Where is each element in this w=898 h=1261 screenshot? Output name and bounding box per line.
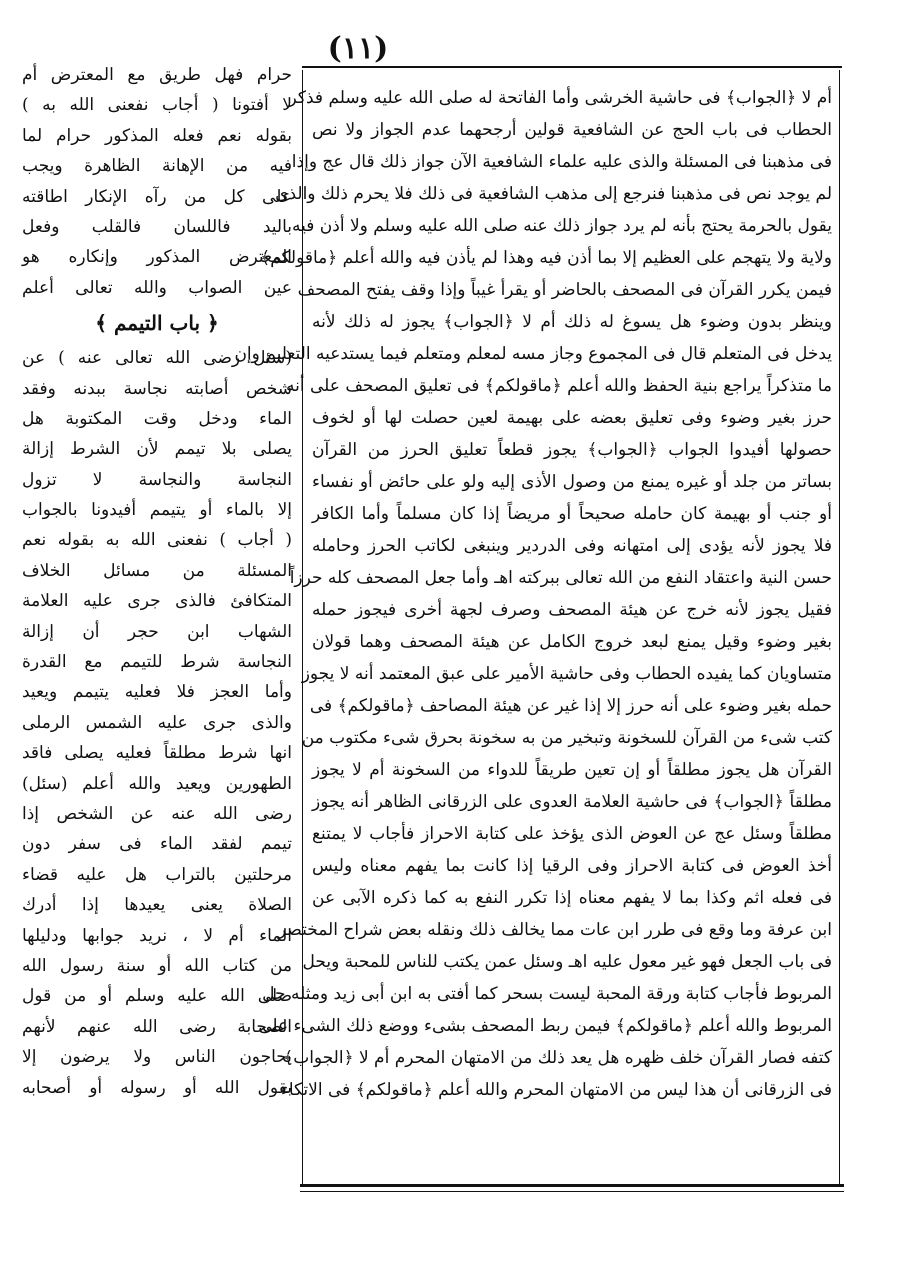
main-text-line: أخذ العوض فى كتابة الاحراز وفى الرقيا إذا كانت بما يفهم معناه وليس [312,856,832,876]
main-text-line: مطلقاً وسئل عج عن العوض الذى يؤخذ على كتابة الاحراز فأجاب لا يمتنع [312,824,832,844]
side-text-line: الصحابة رضى الله عنهم لأنهم [22,1016,292,1037]
header-rule [302,66,842,68]
side-text-line: باليد فاللسان فالقلب وفعل [22,216,292,237]
side-text-line: الماء ودخل وقت المكتوبة هل [22,408,292,429]
main-text-line: بغير وضوء وقيل يمنع لبعد خروج الكامل عن هيئة المصحف وهما قولان [312,632,832,652]
side-text-line: والذى جرى عليه الشمس الرملى [22,712,292,733]
side-text-line: وأما العجز فلا فعليه يتيمم ويعيد [22,682,292,703]
side-text-line: فيه من الإهانة الظاهرة ويجب [22,156,292,177]
main-text-line: ولاية ولا يتهجم على العظيم إلا بما أذن فيه وهذا لم يأذن فيه والله أعلم ﴿ماقولكم﴾ [260,248,832,268]
main-text-line: فى فعله اثم وكذا بما لا يفهم معناه إذا تكرر النفع به كما ذكره الآبى عن [312,888,832,908]
side-text-line: (سئل رضى الله تعالى عنه ) عن [22,348,292,369]
side-text-line: عين الصواب والله تعالى أعلم [22,277,292,298]
main-text-line: القرآن هل يجوز مطلقاً أو إن تعين طريقاً للدواء من السخونة أم لا يجوز [312,760,832,780]
main-text-line: كتب شىء من القرآن للسخونة وتبخير من به سخونة بحرق شىء مكتوب من [301,728,832,748]
side-text-line: المسئلة من مسائل الخلاف [22,560,292,581]
side-text-line: على كل من رآه الإنكار اطاقته [22,186,292,207]
side-text-line: الصلاة يعنى يعيدها إذا أدرك [22,895,292,916]
main-text-line: حمله بغير وضوء على أنه حرز إلا إذا غير عن هيئة المصاحف ﴿ماقولكم﴾ فى [309,696,832,716]
main-text-line: الحطاب فى باب الحج عن الشافعية قولين أرجحهما عدم الجواز ولا نص [312,120,832,140]
main-text-line: يدخل فى المتعلم قال فى المجموع وجاز مسه لمعلم ومتعلم فيما يستدعيه التعليم وإن [234,344,832,364]
side-text-line: رضى الله عنه عن الشخص إذا [22,803,292,824]
side-text-line: صلى الله عليه وسلم أو من قول [22,986,292,1007]
footer-rule-thick [300,1184,844,1187]
side-text-line: إلا بالماء أو يتيمم أفيدونا بالجواب [22,500,292,521]
side-text-line: ( أجاب ) نفعنى الله به بقوله نعم [22,530,292,551]
side-text-line: لا أفتونا ( أجاب نفعنى الله به ) [22,95,292,116]
page-number: (١١) [327,31,389,66]
side-text-line: المعترض المذكور وإنكاره هو [22,247,292,268]
main-text-line: فلا يجوز لأنه يؤدى إلى امتهانه وفى الدردير وينبغى لكاتب الحرز وحامله [312,536,832,556]
side-text-line: المتكافئ فالذى جرى عليه العلامة [22,591,292,612]
main-text-line: فى الزرقانى أن هذا ليس من الامتهان المحرم والله أعلم ﴿ماقولكم﴾ فى الاتكاء [280,1080,832,1100]
side-text-line: مرحلتين بالتراب هل عليه قضاء [22,864,292,885]
main-text-line: المربوط والله أعلم ﴿ماقولكم﴾ فيمن ربط المصحف بشىء ووضع ذلك الشىء على [258,1016,832,1036]
side-text-line: النجاسة شرط للتيمم مع القدرة [22,652,292,673]
side-text-line: تيمم لفقد الماء فى سفر دون [22,834,292,855]
side-text-line: يحاجون الناس ولا يرضون إلا [22,1047,292,1068]
side-text-line: الطهورين ويعيد والله أعلم (سئل) [22,773,292,794]
main-text-line: حصولها أفيدوا الجواب ﴿الجواب﴾ يجوز قطعاً تعليق الحرز من القرآن [312,440,832,460]
main-text-line: بساتر من جلد أو غيره يمنع من وصول الأذى إليه ولو على حائض أو نفساء [312,472,832,492]
footer-rule-thin [300,1191,844,1192]
main-text-line: متساويان كما يفيده الحطاب وفى حاشية الأمير على عبق المعتمد أنه لا يجوز [301,664,832,684]
main-text-line: فى مذهبنا فى المسئلة والذى عليه علماء الشافعية الآن جواز ذلك قال عج وإذا [291,152,832,172]
main-text-line: وينظر بدون وضوء هل يسوغ له ذلك أم لا ﴿الجواب﴾ يجوز له ذلك لأنه [312,312,832,332]
section-heading: ﴿ باب التيمم ﴾ [95,311,219,336]
side-text-line: النجاسة والنجاسة لا تزول [22,469,292,490]
main-text-line: المربوط فأجاب كتابة ورقة المحبة ليست بسحر كما أفتى به ابن أبى زيد ومثله حل [262,984,832,1004]
side-text-line: الشهاب ابن حجر أن إزالة [22,621,292,642]
side-text-line: من كتاب الله أو سنة رسول الله [22,955,292,976]
side-text-line: بقوله نعم فعله المذكور حرام لما [22,125,292,146]
side-text-line: شخص أصابته نجاسة ببدنه وفقد [22,378,292,399]
main-text-line: ابن عرفة وما وقع فى طرر ابن عات مما يخالف ذلك ونقله بعض شراح المختصر [277,920,832,940]
main-text-line: حرز بغير وضوء وفى تعليق بعضه على بهيمة لعين حصلت لها أو لخوف [312,408,832,428]
main-text-line: فى باب الجعل فهو غير معول عليه اهـ وسئل عمن يكتب للناس للمحبة ويحل [302,952,832,972]
main-text-line: مطلقاً ﴿الجواب﴾ فى حاشية العلامة العدوى على الزرقانى الظاهر أنه يجوز [312,792,832,812]
main-column-text [234,82,832,1106]
main-text-line: حسن النية واعتقاد النفع من الله تعالى ببركته اهـ وأما جعل المصحف كله حرزاً [289,568,832,588]
main-text-line: أم لا ﴿الجواب﴾ فى حاشية الخرشى وأما الفاتحة له صلى الله عليه وسلم فذكر [288,88,832,108]
side-text-line: بقول الله أو رسوله أو أصحابه [22,1077,292,1098]
main-text-line: أو جنب أو بهيمة كان حامله صحيحاً أو مريضاً إذا كان مسلماً وأما الكافر [312,504,832,524]
side-text-line: حرام فهل طريق مع المعترض أم [22,65,292,85]
side-column-text [22,60,292,1103]
side-text-line: انها شرط مطلقاً فعليه يصلى فاقد [22,743,292,764]
main-text-line: يقول بالحرمة يحتج بأنه لم يرد جواز ذلك عنه صلى الله عليه وسلم ولا أذن فيه [292,216,832,236]
main-text-line: فيمن يكرر القرآن فى المصحف بالحاضر أو يقرأ غيباً وإذا وقف يفتح المصحف [297,280,832,300]
main-text-line: ما متذكراً يراجع بنية الحفظ والله أعلم ﴿ماقولكم﴾ فى تعليق المصحف على أنه [286,376,832,396]
main-text-line: لم يوجد نص فى مذهبنا فنرجع إلى مذهب الشافعية فى ذلك فلا يحرم ذلك والذى [275,184,832,204]
main-text-line: فقيل يجوز لأنه خرج عن هيئة المصحف وصرف لجهة أخرى فيجوز حمله [312,600,832,620]
side-text-line: يصلى بلا تيمم لأن الشرط إزالة [22,439,292,460]
side-text-line: الماء أم لا ، نريد جوابها ودليلها [22,925,292,946]
main-text-line: كتفه فصار القرآن خلف ظهره هل يعد ذلك من الامتهان المحرم أم لا ﴿الجواب﴾ [283,1048,832,1068]
